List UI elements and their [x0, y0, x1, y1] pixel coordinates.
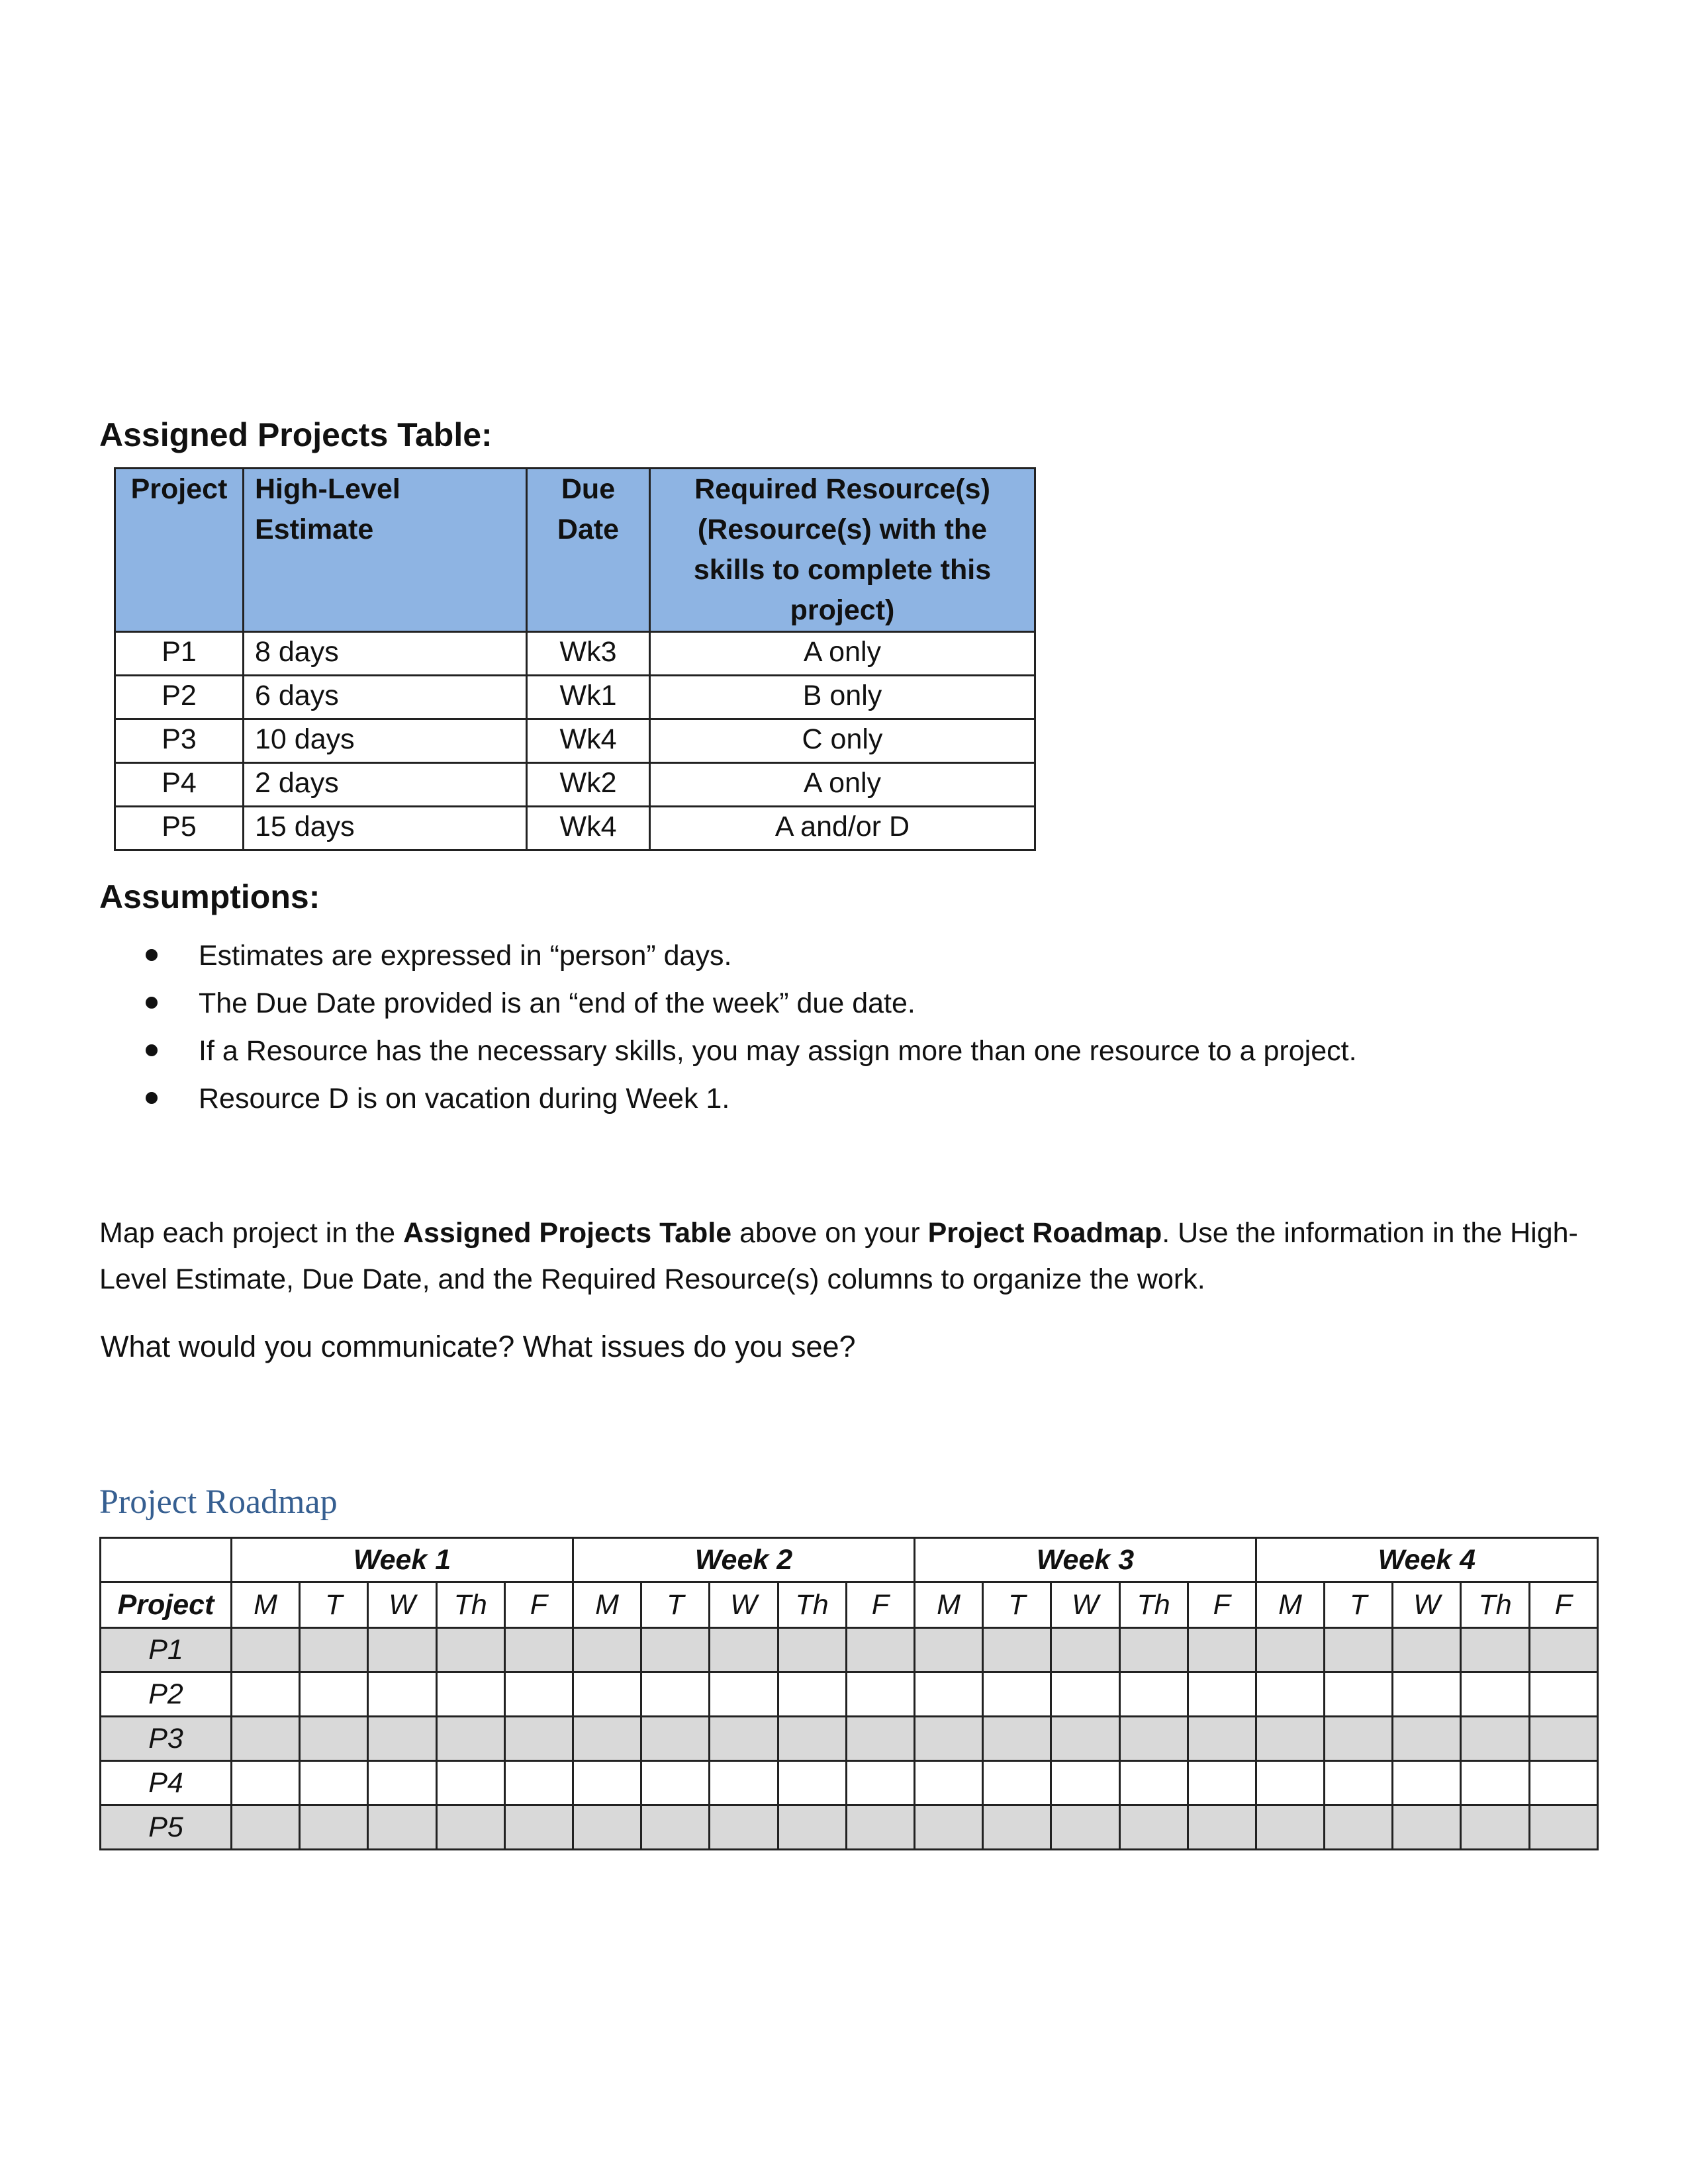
roadmap-day-cell[interactable] — [436, 1805, 504, 1850]
roadmap-day-cell[interactable] — [1119, 1628, 1188, 1672]
day-header: F — [504, 1582, 573, 1628]
day-header: T — [641, 1582, 710, 1628]
roadmap-day-cell[interactable] — [1325, 1761, 1393, 1805]
day-header: W — [710, 1582, 778, 1628]
roadmap-day-cell[interactable] — [641, 1761, 710, 1805]
roadmap-day-cell[interactable] — [710, 1717, 778, 1761]
roadmap-day-cell[interactable] — [1461, 1805, 1529, 1850]
roadmap-day-cell[interactable] — [1256, 1672, 1324, 1717]
roadmap-day-cell[interactable] — [1461, 1717, 1529, 1761]
roadmap-day-cell[interactable] — [914, 1672, 982, 1717]
estimate-cell: 10 days — [244, 719, 527, 763]
roadmap-day-cell[interactable] — [983, 1717, 1051, 1761]
roadmap-day-cell[interactable] — [1393, 1628, 1461, 1672]
instructions-bold-roadmap: Project Roadmap — [927, 1217, 1162, 1249]
due-date-cell: Wk1 — [527, 676, 650, 719]
roadmap-day-cell[interactable] — [573, 1805, 641, 1850]
roadmap-day-cell[interactable] — [1256, 1805, 1324, 1850]
roadmap-table — [99, 1537, 1599, 1850]
day-header: Th — [1119, 1582, 1188, 1628]
instructions-text-2: above on your — [731, 1217, 928, 1249]
roadmap-day-cell[interactable] — [504, 1761, 573, 1805]
roadmap-day-cell[interactable] — [710, 1761, 778, 1805]
day-header: T — [983, 1582, 1051, 1628]
roadmap-day-cell[interactable] — [232, 1672, 300, 1717]
roadmap-day-cell[interactable] — [778, 1761, 846, 1805]
roadmap-day-cell[interactable] — [1119, 1805, 1188, 1850]
day-header: F — [1529, 1582, 1597, 1628]
estimate-cell: 2 days — [244, 763, 527, 807]
list-item — [146, 1075, 1536, 1122]
roadmap-day-cell[interactable] — [1188, 1628, 1256, 1672]
assumptions-list — [146, 932, 1536, 1122]
project-cell: P4 — [115, 763, 244, 807]
assumption-text: Estimates are expressed in “person” days. — [199, 940, 732, 972]
instructions-paragraph — [99, 1210, 1595, 1302]
roadmap-day-cell[interactable] — [573, 1717, 641, 1761]
roadmap-day-cell[interactable] — [1119, 1761, 1188, 1805]
roadmap-day-cell[interactable] — [1529, 1805, 1597, 1850]
due-date-cell: Wk4 — [527, 719, 650, 763]
list-item — [146, 932, 1536, 979]
roadmap-day-cell[interactable] — [1119, 1717, 1188, 1761]
roadmap-day-cell[interactable] — [778, 1672, 846, 1717]
day-header: T — [300, 1582, 368, 1628]
roadmap-day-cell[interactable] — [914, 1761, 982, 1805]
week-header: Week 3 — [914, 1538, 1256, 1582]
roadmap-day-cell[interactable] — [504, 1628, 573, 1672]
roadmap-day-cell[interactable] — [504, 1672, 573, 1717]
col-header-estimate: High-Level Estimate — [244, 469, 527, 632]
roadmap-day-cell[interactable] — [436, 1717, 504, 1761]
estimate-cell: 8 days — [244, 632, 527, 676]
roadmap-day-cell[interactable] — [710, 1805, 778, 1850]
day-header: Th — [436, 1582, 504, 1628]
due-date-cell: Wk3 — [527, 632, 650, 676]
roadmap-day-cell[interactable] — [1051, 1628, 1119, 1672]
roadmap-title: Project Roadmap — [99, 1483, 338, 1521]
roadmap-row — [101, 1717, 1598, 1761]
day-header: W — [368, 1582, 436, 1628]
table-header-row — [115, 469, 1035, 632]
roadmap-day-cell[interactable] — [1051, 1805, 1119, 1850]
roadmap-project-cell: P2 — [101, 1672, 232, 1717]
roadmap-project-cell: P1 — [101, 1628, 232, 1672]
roadmap-day-cell[interactable] — [300, 1717, 368, 1761]
day-header: F — [846, 1582, 914, 1628]
question-text: What would you communicate? What issues do you see? — [101, 1330, 856, 1363]
assigned-projects-heading: Assigned Projects Table: — [99, 416, 492, 453]
roadmap-day-cell[interactable] — [573, 1761, 641, 1805]
roadmap-day-cell[interactable] — [914, 1717, 982, 1761]
due-date-cell: Wk4 — [527, 807, 650, 850]
roadmap-day-cell[interactable] — [914, 1628, 982, 1672]
list-item — [146, 1027, 1536, 1075]
roadmap-day-cell[interactable] — [1325, 1628, 1393, 1672]
roadmap-day-cell[interactable] — [846, 1761, 914, 1805]
roadmap-day-cell[interactable] — [573, 1672, 641, 1717]
table-row — [115, 719, 1035, 763]
assumption-text: The Due Date provided is an “end of the week” due date. — [199, 987, 915, 1019]
roadmap-day-cell[interactable] — [914, 1805, 982, 1850]
day-header: F — [1188, 1582, 1256, 1628]
resources-cell: A only — [650, 632, 1035, 676]
table-row — [115, 763, 1035, 807]
roadmap-day-cell[interactable] — [1529, 1761, 1597, 1805]
roadmap-row — [101, 1805, 1598, 1850]
week-header: Week 4 — [1256, 1538, 1597, 1582]
roadmap-project-header: Project — [101, 1582, 232, 1628]
roadmap-day-cell[interactable] — [436, 1672, 504, 1717]
roadmap-day-cell[interactable] — [1051, 1717, 1119, 1761]
roadmap-day-cell[interactable] — [1529, 1672, 1597, 1717]
roadmap-day-cell[interactable] — [778, 1805, 846, 1850]
resources-cell: A only — [650, 763, 1035, 807]
roadmap-day-cell[interactable] — [368, 1628, 436, 1672]
day-header: M — [573, 1582, 641, 1628]
roadmap-day-cell[interactable] — [846, 1805, 914, 1850]
roadmap-day-cell[interactable] — [1461, 1628, 1529, 1672]
roadmap-day-cell[interactable] — [1051, 1672, 1119, 1717]
roadmap-day-cell[interactable] — [1119, 1672, 1188, 1717]
roadmap-day-cell[interactable] — [1188, 1672, 1256, 1717]
roadmap-day-cell[interactable] — [983, 1628, 1051, 1672]
roadmap-day-cell[interactable] — [1256, 1628, 1324, 1672]
roadmap-day-cell[interactable] — [436, 1761, 504, 1805]
roadmap-day-cell[interactable] — [1325, 1672, 1393, 1717]
roadmap-day-cell[interactable] — [232, 1761, 300, 1805]
project-cell: P1 — [115, 632, 244, 676]
day-header: M — [232, 1582, 300, 1628]
col-header-due-date: Due Date — [527, 469, 650, 632]
roadmap-day-cell[interactable] — [436, 1628, 504, 1672]
roadmap-row — [101, 1628, 1598, 1672]
roadmap-day-cell[interactable] — [300, 1761, 368, 1805]
bullet-icon — [146, 1092, 158, 1104]
roadmap-row — [101, 1672, 1598, 1717]
roadmap-day-cell[interactable] — [232, 1717, 300, 1761]
roadmap-project-cell: P4 — [101, 1761, 232, 1805]
day-header: Th — [1461, 1582, 1529, 1628]
roadmap-day-cell[interactable] — [1529, 1628, 1597, 1672]
day-header: T — [1325, 1582, 1393, 1628]
bullet-icon — [146, 997, 158, 1009]
roadmap-day-cell[interactable] — [368, 1761, 436, 1805]
table-row — [115, 807, 1035, 850]
roadmap-project-cell: P5 — [101, 1805, 232, 1850]
roadmap-day-cell[interactable] — [983, 1761, 1051, 1805]
project-cell: P2 — [115, 676, 244, 719]
assigned-projects-table — [114, 467, 1036, 851]
instructions-text-3: . Use the information in the High-Level Estimate, Due Date, and the Required Resource(s) columns to organize the work. — [99, 1217, 1578, 1295]
roadmap-day-cell[interactable] — [1256, 1717, 1324, 1761]
roadmap-day-cell[interactable] — [1256, 1761, 1324, 1805]
roadmap-day-cell[interactable] — [300, 1672, 368, 1717]
roadmap-day-cell[interactable] — [778, 1628, 846, 1672]
roadmap-day-cell[interactable] — [641, 1717, 710, 1761]
roadmap-day-cell[interactable] — [846, 1672, 914, 1717]
roadmap-day-cell[interactable] — [1461, 1761, 1529, 1805]
project-cell: P3 — [115, 719, 244, 763]
roadmap-day-cell[interactable] — [846, 1628, 914, 1672]
assumption-text: Resource D is on vacation during Week 1. — [199, 1083, 730, 1115]
assumption-text: If a Resource has the necessary skills, you may assign more than one resource to a project. — [199, 1035, 1357, 1067]
estimate-cell: 15 days — [244, 807, 527, 850]
list-item — [146, 979, 1536, 1027]
resources-cell: C only — [650, 719, 1035, 763]
roadmap-day-cell[interactable] — [300, 1628, 368, 1672]
roadmap-corner-cell — [101, 1538, 232, 1582]
roadmap-day-cell[interactable] — [368, 1717, 436, 1761]
roadmap-day-cell[interactable] — [1529, 1717, 1597, 1761]
roadmap-day-cell[interactable] — [300, 1805, 368, 1850]
roadmap-day-cell[interactable] — [232, 1628, 300, 1672]
week-header: Week 1 — [232, 1538, 573, 1582]
roadmap-day-cell[interactable] — [1393, 1761, 1461, 1805]
day-header: M — [1256, 1582, 1324, 1628]
roadmap-day-cell[interactable] — [1325, 1717, 1393, 1761]
resources-cell: A and/or D — [650, 807, 1035, 850]
roadmap-day-cell[interactable] — [710, 1628, 778, 1672]
week-header: Week 2 — [573, 1538, 914, 1582]
estimate-cell: 6 days — [244, 676, 527, 719]
roadmap-day-cell[interactable] — [1188, 1761, 1256, 1805]
roadmap-day-row — [101, 1582, 1598, 1628]
roadmap-day-cell[interactable] — [1051, 1761, 1119, 1805]
roadmap-project-cell: P3 — [101, 1717, 232, 1761]
due-date-cell: Wk2 — [527, 763, 650, 807]
col-header-resources: Required Resource(s) (Resource(s) with the skills to complete this project) — [650, 469, 1035, 632]
roadmap-row — [101, 1761, 1598, 1805]
roadmap-day-cell[interactable] — [1188, 1805, 1256, 1850]
col-header-project: Project — [115, 469, 244, 632]
roadmap-day-cell[interactable] — [1393, 1805, 1461, 1850]
roadmap-day-cell[interactable] — [504, 1805, 573, 1850]
day-header: M — [914, 1582, 982, 1628]
table-row — [115, 676, 1035, 719]
roadmap-day-cell[interactable] — [641, 1805, 710, 1850]
roadmap-day-cell[interactable] — [573, 1628, 641, 1672]
day-header: Th — [778, 1582, 846, 1628]
instructions-text-1: Map each project in the — [99, 1217, 403, 1249]
roadmap-day-cell[interactable] — [778, 1717, 846, 1761]
roadmap-day-cell[interactable] — [232, 1805, 300, 1850]
roadmap-day-cell[interactable] — [846, 1717, 914, 1761]
day-header: W — [1393, 1582, 1461, 1628]
roadmap-day-cell[interactable] — [1325, 1805, 1393, 1850]
roadmap-day-cell[interactable] — [1188, 1717, 1256, 1761]
bullet-icon — [146, 949, 158, 961]
roadmap-day-cell[interactable] — [368, 1672, 436, 1717]
resources-cell: B only — [650, 676, 1035, 719]
roadmap-day-cell[interactable] — [710, 1672, 778, 1717]
roadmap-day-cell[interactable] — [1393, 1717, 1461, 1761]
roadmap-day-cell[interactable] — [641, 1672, 710, 1717]
table-row — [115, 632, 1035, 676]
roadmap-day-cell[interactable] — [641, 1628, 710, 1672]
instructions-bold-table: Assigned Projects Table — [402, 1217, 732, 1249]
roadmap-day-cell[interactable] — [983, 1672, 1051, 1717]
roadmap-day-cell[interactable] — [1393, 1672, 1461, 1717]
roadmap-day-cell[interactable] — [983, 1805, 1051, 1850]
roadmap-day-cell[interactable] — [504, 1717, 573, 1761]
project-cell: P5 — [115, 807, 244, 850]
bullet-icon — [146, 1044, 158, 1056]
roadmap-day-cell[interactable] — [368, 1805, 436, 1850]
roadmap-week-row — [101, 1538, 1598, 1582]
day-header: W — [1051, 1582, 1119, 1628]
assumptions-heading: Assumptions: — [99, 878, 320, 915]
roadmap-day-cell[interactable] — [1461, 1672, 1529, 1717]
